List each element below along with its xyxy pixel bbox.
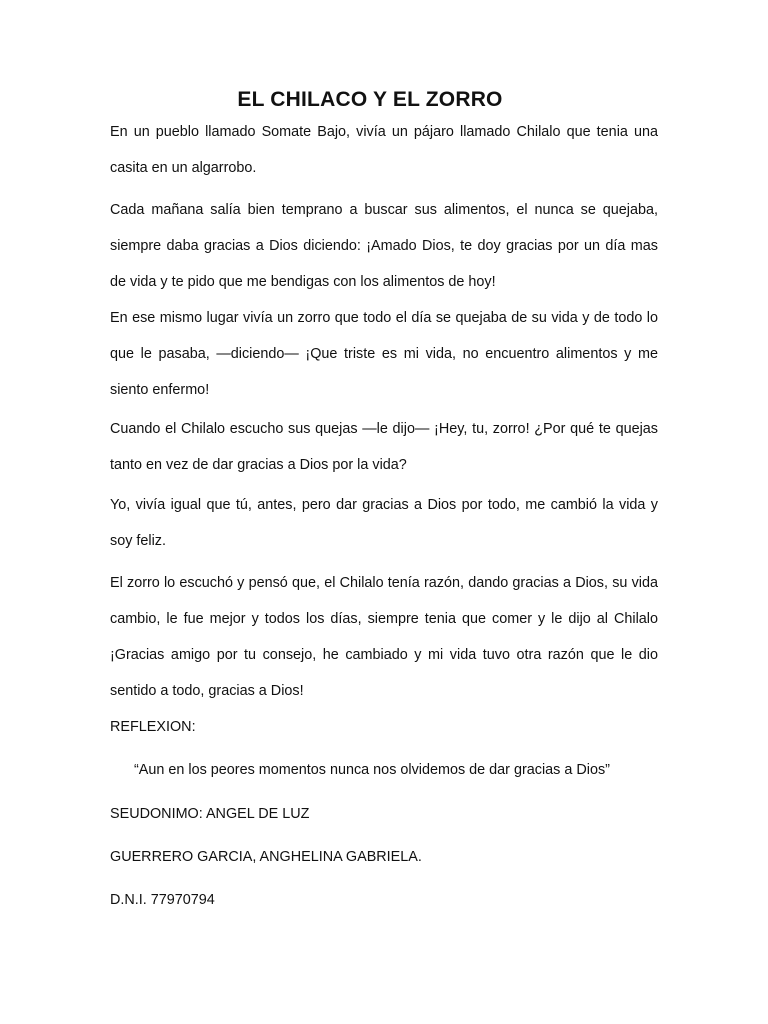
dni-line: D.N.I. 77970794: [110, 892, 215, 908]
paragraph-1: En un pueblo llamado Somate Bajo, vivía un pájaro llamado Chilalo que tenia una casita en un algarrobo.: [110, 124, 658, 176]
paragraph-3: En ese mismo lugar vivía un zorro que todo el día se quejaba de su vida y de todo lo que le pasaba, —diciendo— ¡Que triste es mi vida, no encuentro alimentos y me siento enfermo!: [110, 310, 658, 398]
reflection-quote: “Aun en los peores momentos nunca nos olvidemos de dar gracias a Dios”: [134, 762, 610, 778]
document-title: EL CHILACO Y EL ZORRO: [237, 88, 503, 111]
paragraph-4: Cuando el Chilalo escucho sus quejas —le dijo— ¡Hey, tu, zorro! ¿Por qué te quejas tanto en vez de dar gracias a Dios por la vida?: [110, 421, 658, 473]
paragraph-2: Cada mañana salía bien temprano a buscar sus alimentos, el nunca se quejaba, siempre daba gracias a Dios diciendo: ¡Amado Dios, te doy gracias por un día mas de vida y te pido que me bendigas con los alimentos de hoy!: [110, 202, 658, 290]
paragraph-5: Yo, vivía igual que tú, antes, pero dar gracias a Dios por todo, me cambió la vida y soy feliz.: [110, 497, 658, 549]
paragraph-6: El zorro lo escuchó y pensó que, el Chilalo tenía razón, dando gracias a Dios, su vida cambio, le fue mejor y todos los días, siempre tenia que comer y le dijo al Chilalo ¡Gracias amigo por tu consejo, he cambiado y mi vida tuvo otra razón que le dio sentido a todo, gracias a Dios!: [110, 575, 658, 699]
pseudonym-line: SEUDONIMO: ANGEL DE LUZ: [110, 806, 310, 822]
author-name: GUERRERO GARCIA, ANGHELINA GABRIELA.: [110, 849, 422, 865]
reflection-label: REFLEXION:: [110, 719, 196, 735]
